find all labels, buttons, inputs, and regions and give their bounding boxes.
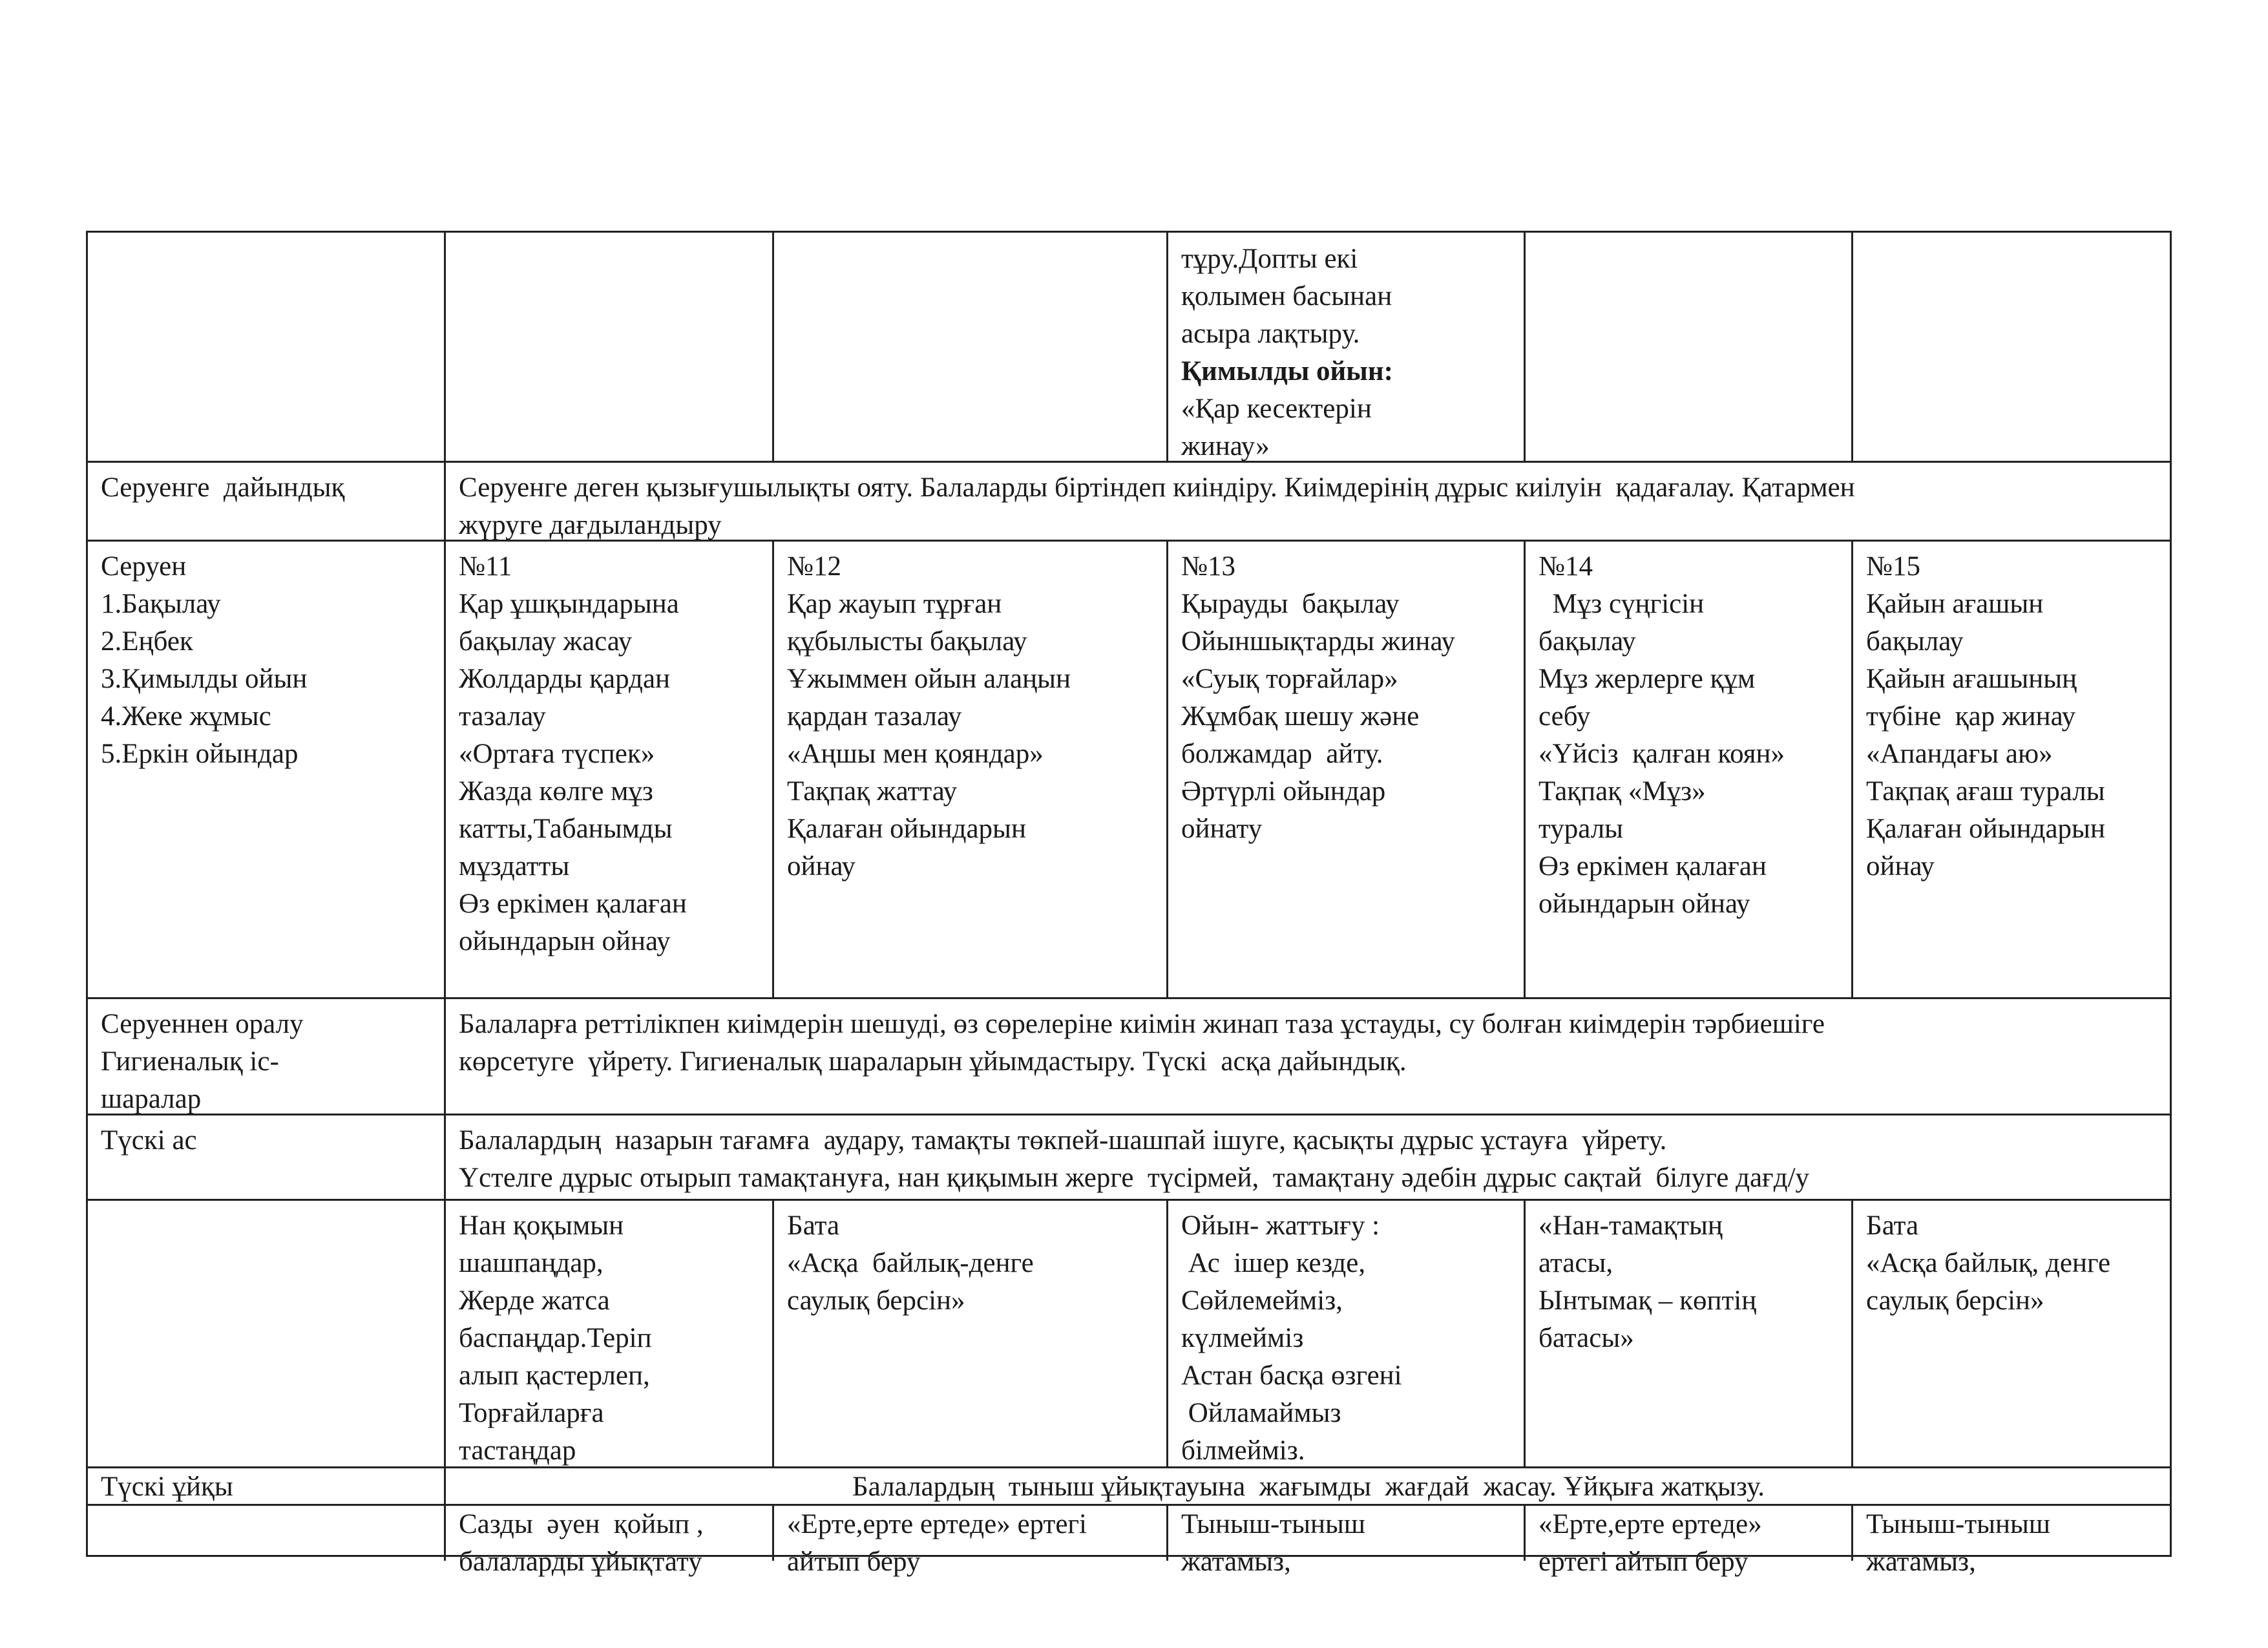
table-row	[88, 461, 2170, 542]
table-cell	[88, 233, 444, 461]
cell-text: Серуенге деген қызығушылықты ояту. Балаларды біртіндеп киіндіру. Киімдерінің дұрыс киілуін қадағалау. Қатармен	[459, 472, 1855, 503]
table-cell	[1524, 233, 1851, 461]
cell-text: Жұмбақ шешу және	[1181, 701, 1420, 732]
row-label	[88, 463, 444, 542]
table-row	[88, 1504, 2170, 1577]
table-cell	[444, 1201, 772, 1468]
cell-text: Қалаған ойындарын	[1866, 814, 2105, 844]
cell-text: құбылысты бақылау	[787, 626, 1027, 657]
cell-text: айтып беру	[787, 1547, 921, 1577]
cell-text: Сазды әуен қойып ,	[459, 1509, 704, 1539]
cell-text: түбіне қар жинау	[1866, 701, 2076, 732]
row-label	[88, 999, 444, 1115]
cell-text: Ынтымақ – көптің	[1538, 1285, 1757, 1316]
cell-text: Жазда көлге мұз	[459, 776, 653, 807]
row-label-text: 4.Жеке жұмыс	[101, 701, 271, 732]
cell-text: ойнау	[1866, 851, 1935, 882]
row-label-text: Түскі ұйқы	[101, 1472, 233, 1502]
table-cell	[88, 1201, 444, 1468]
cell-text: Жерде жатса	[459, 1285, 610, 1316]
cell-text: тұру.Допты екі	[1181, 244, 1358, 274]
table-row	[88, 1114, 2170, 1201]
row-label-text: 3.Қимылды ойын	[101, 664, 308, 694]
cell-text: қолымен басынан	[1181, 281, 1392, 312]
cell-text: «Суық торғайлар»	[1181, 664, 1398, 694]
cell-text: Қалаған ойындарын	[787, 814, 1026, 844]
cell-text: Қар жауып тұрған	[787, 589, 1002, 619]
cell-text: ойындарын ойнау	[1538, 889, 1750, 919]
cell-text: «Аңшы мен қояндар»	[787, 739, 1044, 769]
table-cell	[444, 1506, 772, 1577]
cell-text: Әртүрлі ойындар	[1181, 776, 1386, 807]
cell-text: Нан қоқымын	[459, 1210, 624, 1241]
daily-plan-table	[86, 231, 2172, 1577]
table-row	[88, 233, 2170, 461]
cell-text: қардан тазалау	[787, 701, 962, 732]
cell-text: жинау»	[1181, 431, 1270, 461]
cell-text: баспаңдар.Теріп	[459, 1323, 652, 1353]
table-row	[88, 997, 2170, 1115]
cell-text: Бата	[1866, 1210, 1919, 1241]
cell-text: «Ерте,ерте ертеде» ертегі	[787, 1509, 1087, 1539]
table-cell	[1851, 1201, 2174, 1468]
cell-text: Тақпақ жаттау	[787, 776, 958, 807]
table-cell	[1851, 1506, 2174, 1577]
table-cell	[1851, 542, 2174, 999]
table-cell	[772, 1506, 1166, 1577]
cell-text: №14	[1538, 551, 1593, 582]
cell-text: «Ортаға түспек»	[459, 739, 655, 769]
cell-text: туралы	[1538, 814, 1624, 844]
cell-text: Ойыншықтарды жинау	[1181, 626, 1455, 657]
table-cell	[1166, 1506, 1524, 1577]
cell-text: саулық берсін»	[1866, 1285, 2044, 1316]
table-cell	[1524, 1201, 1851, 1468]
table-cell	[1524, 1506, 1851, 1577]
cell-text: тастаңдар	[459, 1435, 576, 1466]
cell-text: Балаларға реттілікпен киімдерін шешуді, өз сөрелеріне киімін жинап таза ұстауды, су болған киімдерін тәрбиешіге	[459, 1009, 1825, 1039]
cell-text: шашпаңдар,	[459, 1248, 604, 1278]
cell-text: күлмейміз	[1181, 1323, 1304, 1353]
table-cell	[1524, 542, 1851, 999]
table-row	[88, 540, 2170, 999]
cell-text: жүруге дағдыландыру	[459, 510, 722, 540]
cell-text: Мұз сүңгісін	[1538, 589, 1705, 619]
cell-text: Ас ішер кезде,	[1181, 1248, 1366, 1278]
merged-cell	[444, 463, 2170, 542]
cell-heading: Қимылды ойын:	[1181, 356, 1393, 386]
row-label-text: шаралар	[101, 1084, 202, 1114]
cell-text: «Үйсіз қалған коян»	[1538, 739, 1785, 769]
cell-text: №15	[1866, 551, 1921, 582]
cell-text: алып қастерлеп,	[459, 1360, 650, 1391]
cell-text: Тыныш-тыныш	[1181, 1509, 1366, 1539]
cell-text: жатамыз,	[1866, 1547, 1976, 1577]
cell-text: балаларды ұйықтату	[459, 1547, 702, 1577]
cell-text: «Ерте,ерте ертеде»	[1538, 1509, 1762, 1539]
cell-text: себу	[1538, 701, 1591, 732]
row-label-text: Гигиеналық іс-	[101, 1046, 279, 1077]
cell-text: көрсетуге үйрету. Гигиеналық шараларын ұйымдастыру. Түскі асқа дайындық.	[459, 1046, 1407, 1077]
table-cell	[1166, 233, 1524, 461]
cell-text: Қырауды бақылау	[1181, 589, 1400, 619]
table-cell	[1851, 233, 2174, 461]
cell-text: Тақпақ ағаш туралы	[1866, 776, 2105, 807]
table-cell	[772, 542, 1166, 999]
table-cell	[444, 542, 772, 999]
row-label-text: 5.Еркін ойындар	[101, 739, 299, 769]
row-label-text: Түскі ас	[101, 1125, 197, 1156]
cell-text: «Нан-тамақтың	[1538, 1210, 1723, 1241]
row-label-text: Серуенге дайындық	[101, 472, 345, 503]
merged-cell	[444, 1468, 2170, 1506]
cell-text: ойнау	[787, 851, 856, 882]
cell-text: бақылау	[1538, 626, 1636, 657]
table-cell	[1166, 1201, 1524, 1468]
cell-text: Ойламаймыз	[1181, 1398, 1341, 1428]
cell-text: болжамдар айту.	[1181, 739, 1383, 769]
cell-text: «Асқа байлық-денге	[787, 1248, 1034, 1278]
cell-text: бақылау	[1866, 626, 1964, 657]
cell-text: Ойын- жаттығу :	[1181, 1210, 1380, 1241]
cell-text: бақылау жасау	[459, 626, 633, 657]
cell-text: Балалардың назарын тағамға аудару, тамақты төкпей-шашпай ішуге, қасықты дұрыс ұстауға үйрету.	[459, 1125, 1667, 1156]
cell-text: тазалау	[459, 701, 546, 732]
cell-text: Қар ұшқындарына	[459, 589, 679, 619]
table-row	[88, 1199, 2170, 1468]
cell-text: Торғайларға	[459, 1398, 604, 1428]
cell-text: «Қар кесектерін	[1181, 394, 1372, 424]
cell-text: ойнату	[1181, 814, 1263, 844]
cell-text: мұздатты	[459, 851, 570, 882]
cell-text: асыра лақтыру.	[1181, 319, 1360, 349]
cell-text: №11	[459, 551, 512, 582]
cell-text: атасы,	[1538, 1248, 1613, 1278]
table-cell	[1166, 542, 1524, 999]
cell-text: саулық берсін»	[787, 1285, 965, 1316]
cell-text: Астан басқа өзгені	[1181, 1360, 1402, 1391]
cell-text: ойындарын ойнау	[459, 926, 671, 956]
merged-cell	[444, 1115, 2170, 1201]
row-label-text: 2.Еңбек	[101, 626, 193, 657]
cell-text: «Асқа байлық, денге	[1866, 1248, 2111, 1278]
row-label-text: Серуеннен оралу	[101, 1009, 304, 1039]
table-cell	[88, 1506, 444, 1561]
cell-text: білмейміз.	[1181, 1435, 1305, 1466]
cell-text: Өз еркімен қалаған	[1538, 851, 1767, 882]
cell-text: Өз еркімен қалаған	[459, 889, 687, 919]
cell-text: Сөйлемейміз,	[1181, 1285, 1343, 1316]
row-label	[88, 542, 444, 999]
cell-text: №13	[1181, 551, 1236, 582]
table-cell	[772, 233, 1166, 461]
cell-text: ертегі айтып беру	[1538, 1547, 1748, 1577]
cell-text: жатамыз,	[1181, 1547, 1291, 1577]
table-cell	[772, 1201, 1166, 1468]
cell-text: Жолдарды қардан	[459, 664, 671, 694]
row-label	[88, 1468, 444, 1506]
cell-text: Балалардың тыныш ұйықтауына жағымды жағдай жасау. Ұйқыға жатқызу.	[852, 1472, 1765, 1502]
cell-text: Үстелге дұрыс отырып тамақтануға, нан қиқымын жерге түсірмей, тамақтану әдебін дұрыс сақтай білуге дағд/у	[459, 1163, 1810, 1193]
cell-text: Тақпақ «Мұз»	[1538, 776, 1706, 807]
cell-text: Қайын ағашының	[1866, 664, 2077, 694]
cell-text: Тыныш-тыныш	[1866, 1509, 2051, 1539]
row-label	[88, 1115, 444, 1201]
row-label-text: Серуен	[101, 551, 187, 582]
cell-text: Бата	[787, 1210, 840, 1241]
merged-cell	[444, 999, 2170, 1115]
cell-text: Қайын ағашын	[1866, 589, 2044, 619]
cell-text: Мұз жерлерге құм	[1538, 664, 1756, 694]
cell-text: №12	[787, 551, 842, 582]
cell-text: батасы»	[1538, 1323, 1634, 1353]
cell-text: Ұжыммен ойын алаңын	[787, 664, 1071, 694]
cell-text: катты,Табанымды	[459, 814, 673, 844]
row-label-text: 1.Бақылау	[101, 589, 221, 619]
cell-text: «Апандағы аю»	[1866, 739, 2053, 769]
table-row	[88, 1466, 2170, 1506]
table-cell	[444, 233, 772, 461]
